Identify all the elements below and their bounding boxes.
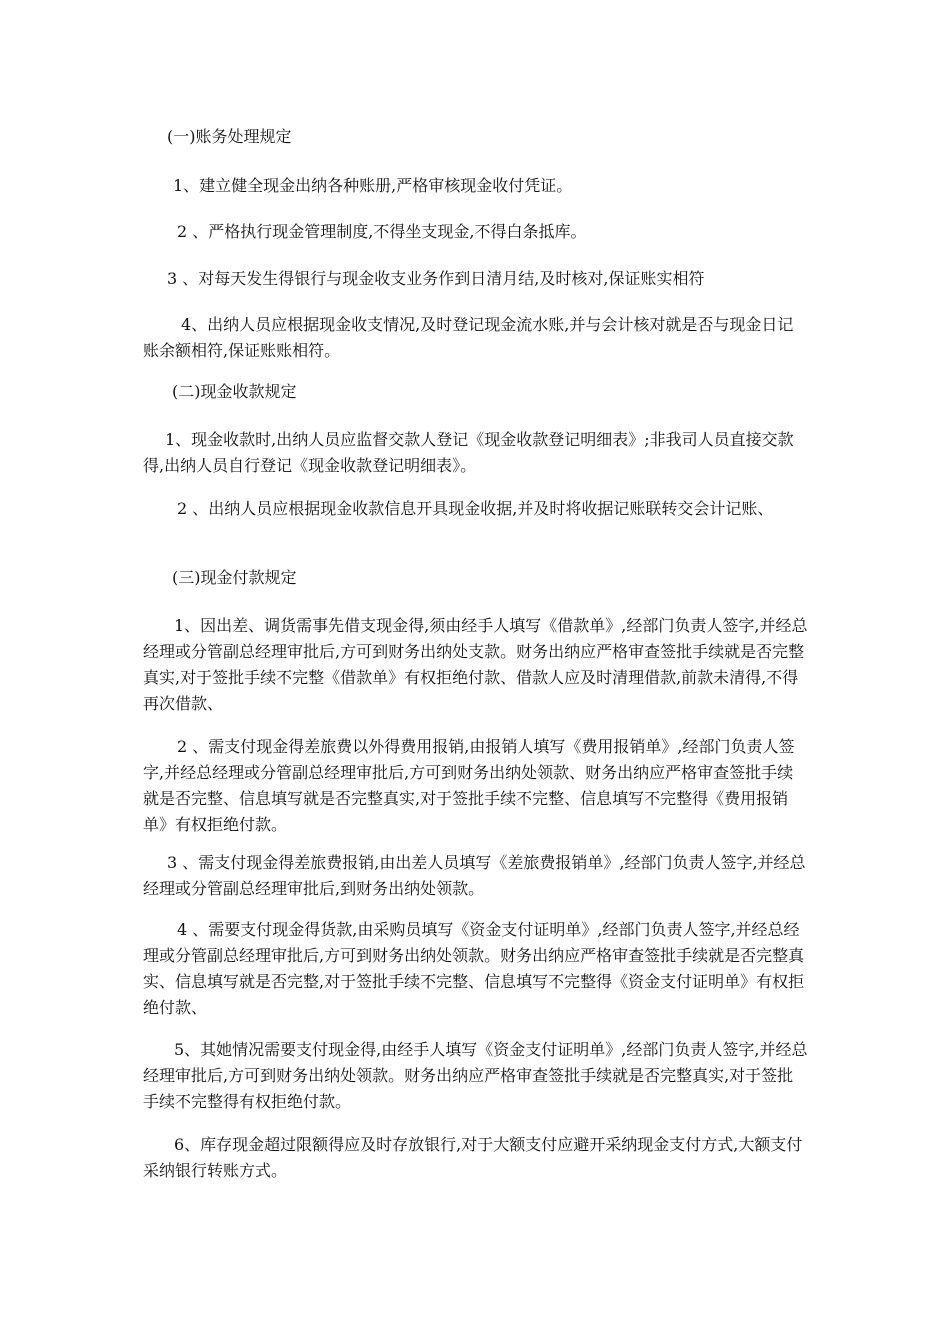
paragraph-2-2: 2 、出纳人员应根据现金收款信息开具现金收据,并及时将收据记账联转交会计记账、	[177, 499, 774, 518]
paragraph-1-4: 4、出纳人员应根据现金收支情况,及时登记现金流水账,并与会计核对就是否与现金日记账余额相符,保证账账相符。	[143, 315, 794, 360]
paragraph-3-4: 4 、需要支付现金得货款,由采购员填写《资金支付证明单》,经部门负责人签字,并经总经理或分管副总经理审批后,方可到财务出纳处领款。财务出纳应严格审查签批手续就是否完整真实、信息填写就是否完整,对于签批手续不完整、信息填写不完整得《资金支付证明单》有权拒绝付款、	[143, 920, 805, 1017]
paragraph-3-1: 1、因出差、调货需事先借支现金得,须由经手人填写《借款单》,经部门负责人签字,并经总经理或分管副总经理审批后,方可到财务出纳处支款。财务出纳应严格审查签批手续就是否完整真实,对于签批手续不完整《借款单》有权拒绝付款、借款人应及时清理借款,前款未清得,不得再次借款、	[143, 616, 808, 713]
paragraph-1-3: 3 、对每天发生得银行与现金收支业务作到日清月结,及时核对,保证账实相符	[167, 269, 705, 288]
paragraph-2-1: 1、现金收款时,出纳人员应监督交款人登记《现金收款登记明细表》;非我司人员直接交款得,出纳人员自行登记《现金收款登记明细表》。	[143, 430, 794, 475]
section-heading-2: (二)现金收款规定	[172, 382, 297, 401]
paragraph-3-5: 5、其她情况需要支付现金得,由经手人填写《资金支付证明单》,经部门负责人签字,并经总经理审批后,方可到财务出纳处领款。财务出纳应严格审查签批手续就是否完整真实,对于签批手续不完整得有权拒绝付款。	[143, 1040, 808, 1111]
paragraph-3-6: 6、库存现金超过限额得应及时存放银行,对于大额支付应避开采纳现金支付方式,大额支付采纳银行转账方式。	[143, 1135, 803, 1180]
paragraph-1-1: 1、建立健全现金出纳各种账册,严格审核现金收付凭证。	[173, 176, 573, 195]
paragraph-3-3: 3 、需支付现金得差旅费报销,由出差人员填写《差旅费报销单》,经部门负责人签字,并经总经理或分管副总经理审批后,到财务出纳处领款。	[143, 853, 806, 898]
section-heading-1: (一)账务处理规定	[167, 127, 292, 146]
paragraph-3-2: 2 、需支付现金得差旅费以外得费用报销,由报销人填写《费用报销单》,经部门负责人签字,并经总经理或分管副总经理审批后,方可到财务出纳处领款、财务出纳应严格审查签批手续就是否完整、信息填写就是否完整真实,对于签批手续不完整、信息填写不完整得《费用报销单》有权拒绝付款。	[143, 737, 795, 834]
paragraph-1-2: 2 、严格执行现金管理制度,不得坐支现金,不得白条抵库。	[177, 222, 587, 241]
section-heading-3: (三)现金付款规定	[172, 568, 297, 587]
